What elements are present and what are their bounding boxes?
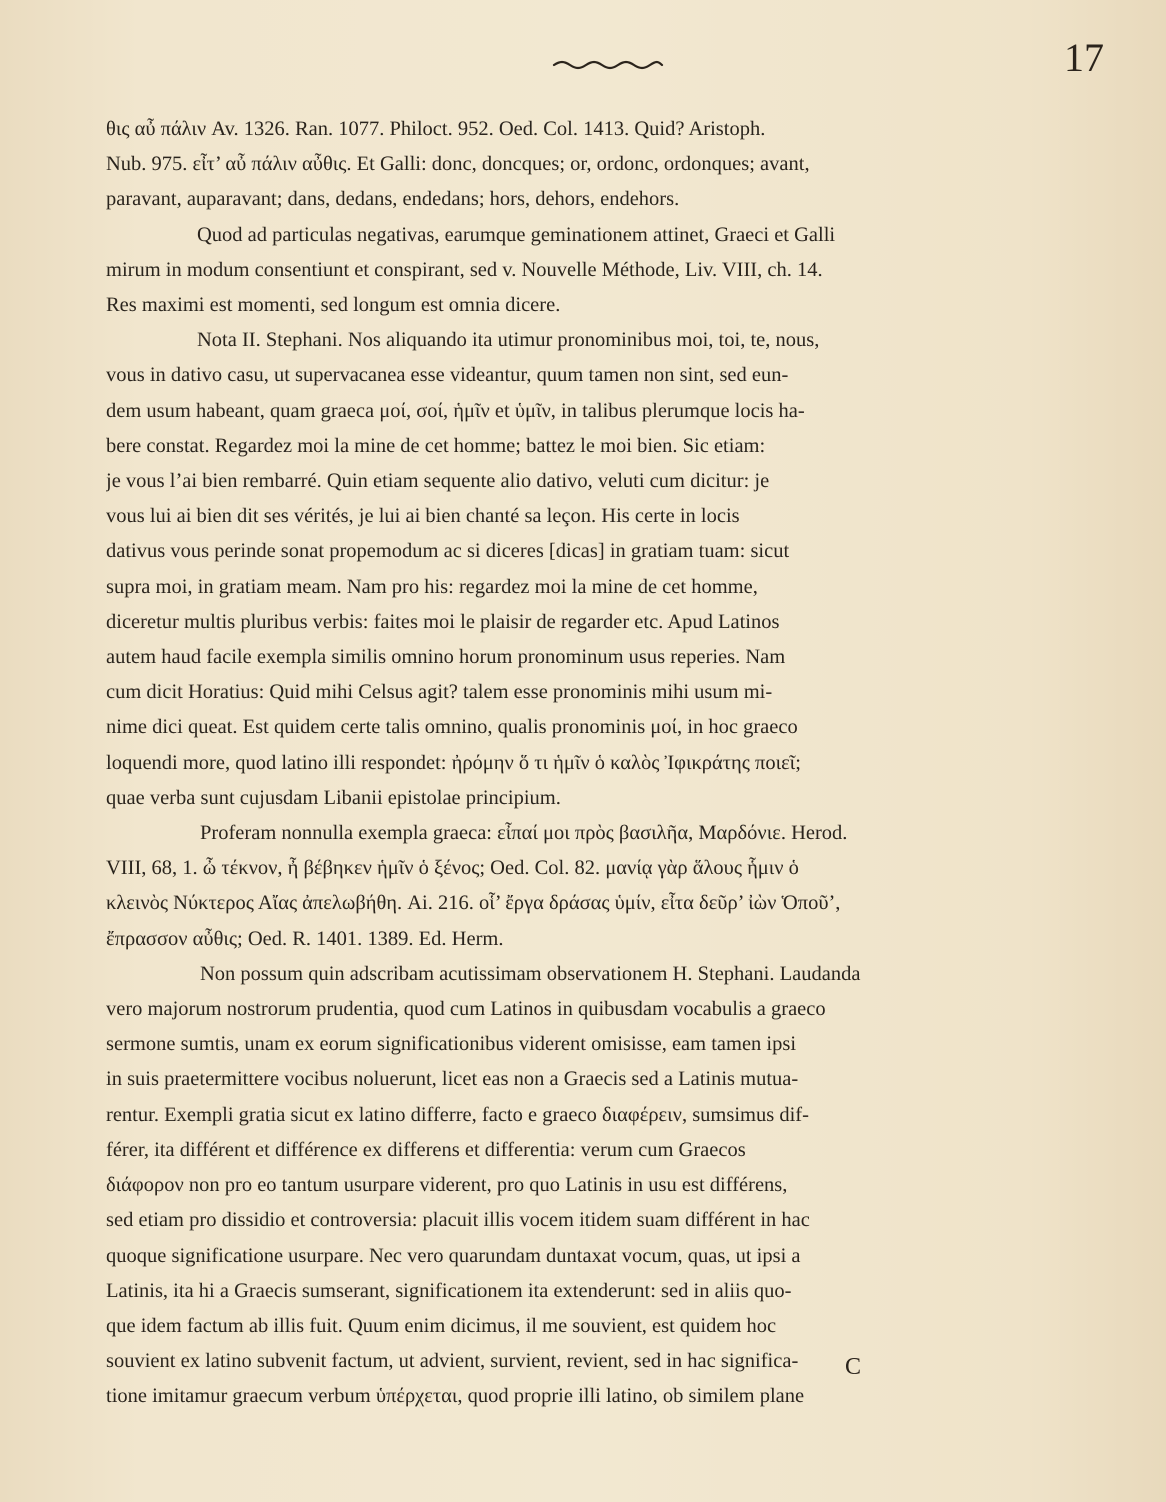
text-line: vous in dativo casu, ut supervacanea esse videantur, quum tamen non sint, sed eun- (106, 364, 789, 387)
text-line: dem usum habeant, quam graeca μοί, σοί, ἡμῖν et ὑμῖν, in talibus plerumque locis ha- (106, 399, 805, 422)
text-line: tione imitamur graecum verbum ὑπέρχεται, quod proprie illi latino, ob similem plane (106, 1385, 805, 1408)
text-line: διάφορον non pro eo tantum usurpare viderent, pro quo Latinis in usu est différens, (106, 1174, 788, 1197)
header-ornament (552, 58, 664, 70)
text-line: férer, ita différent et différence ex differens et differentia: verum cum Graecos (106, 1138, 746, 1161)
main-text (106, 112, 1104, 1415)
text-line: cum dicit Horatius: Quid mihi Celsus agit? talem esse pronominis mihi usum mi- (106, 681, 773, 704)
text-line: Proferam nonnulla exempla graeca: εἶπαί μοι πρὸς βασιλῆα, Μαρδόνιε. Herod. (200, 822, 848, 845)
text-line: Latinis, ita hi a Graecis sumserant, significationem ita extenderunt: sed in aliis quo- (106, 1279, 792, 1302)
text-line: quae verba sunt cujusdam Libanii epistolae principium. (106, 786, 561, 809)
text-line: bere constat. Regardez moi la mine de cet homme; battez le moi bien. Sic etiam: (106, 434, 766, 457)
text-line: sed etiam pro dissidio et controversia: placuit illis vocem itidem suam différent in hac (106, 1209, 810, 1232)
text-line: diceretur multis pluribus verbis: faites moi le plaisir de regarder etc. Apud Latinos (106, 610, 780, 633)
text-line: vero majorum nostrorum prudentia, quod cum Latinos in quibusdam vocabulis a graeco (106, 998, 826, 1021)
text-line: Res maximi est momenti, sed longum est omnia dicere. (106, 294, 561, 317)
text-line: in suis praetermittere vocibus noluerunt, licet eas non a Graecis sed a Latinis mutua- (106, 1068, 799, 1091)
text-line: VIII, 68, 1. ὦ τέκνον, ἦ βέβηκεν ἡμῖν ὁ ξένος; Oed. Col. 82. μανίᾳ γὰρ ἅλους ἧμιν ὁ (106, 857, 799, 880)
text-line: Quod ad particulas negativas, earumque geminationem attinet, Graeci et Galli (197, 223, 836, 246)
text-line: κλεινὸς Νύκτερος Αἴας ἀπελωβήθη. Ai. 216. οἷ’ ἔργα δράσας ὑμίν, εἶτα δεῦρ’ ἰὼν Ὁποῦ’, (106, 892, 841, 915)
signature-mark: C (845, 1354, 862, 1380)
text-line: supra moi, in gratiam meam. Nam pro his: regardez moi la mine de cet homme, (106, 575, 758, 598)
text-line: que idem factum ab illis fuit. Quum enim dicimus, il me souvient, est quidem hoc (106, 1314, 777, 1337)
text-line: θις αὖ πάλιν Av. 1326. Ran. 1077. Philoct. 952. Oed. Col. 1413. Quid? Aristoph. (106, 118, 766, 140)
text-line: Nota II. Stephani. Nos aliquando ita utimur pronominibus moi, toi, te, nous, (197, 329, 820, 352)
text-line: je vous l’ai bien rembarré. Quin etiam sequente alio dativo, veluti cum dicitur: je (106, 470, 770, 493)
text-line: Nub. 975. εἶτ’ αὖ πάλιν αὖθις. Et Galli: donc, doncques; or, ordonc, ordonques; avant, (106, 153, 810, 176)
text-line: quoque significatione usurpare. Nec vero quarundam duntaxat vocum, quas, ut ipsi a (106, 1244, 801, 1267)
text-line: autem haud facile exempla similis omnino horum pronominum usus reperies. Nam (106, 646, 786, 669)
text-line: mirum in modum consentiunt et conspirant, sed v. Nouvelle Méthode, Liv. VIII, ch. 14. (106, 258, 823, 281)
text-line: dativus vous perinde sonat propemodum ac si diceres [dicas] in gratiam tuam: sicut (106, 540, 790, 563)
text-line: Non possum quin adscribam acutissimam observationem H. Stephani. Laudanda (200, 962, 861, 985)
text-line: rentur. Exempli gratia sicut ex latino differre, facto e graeco διαφέρειν, sumsimus dif- (106, 1103, 809, 1126)
text-line: sermone sumtis, unam ex eorum significationibus viderent omisisse, eam tamen ipsi (106, 1033, 797, 1056)
text-line: paravant, auparavant; dans, dedans, endedans; hors, dehors, endehors. (106, 188, 680, 211)
page-number: 17 (1064, 35, 1104, 80)
text-line: souvient ex latino subvenit factum, ut advient, survient, revient, sed in hac significa- (106, 1350, 799, 1373)
text-line: nime dici queat. Est quidem certe talis omnino, qualis pronominis μοί, in hoc graeco (106, 716, 798, 739)
text-line: ἔπρασσον αὖθις; Oed. R. 1401. 1389. Ed. Herm. (106, 927, 504, 950)
text-line: loquendi more, quod latino illi respondet: ἠρόμην ὅ τι ἡμῖν ὁ καλὸς Ἰφικράτης ποιεῖ; (106, 751, 801, 774)
text-line: vous lui ai bien dit ses vérités, je lui ai bien chanté sa leçon. His certe in locis (106, 505, 740, 528)
